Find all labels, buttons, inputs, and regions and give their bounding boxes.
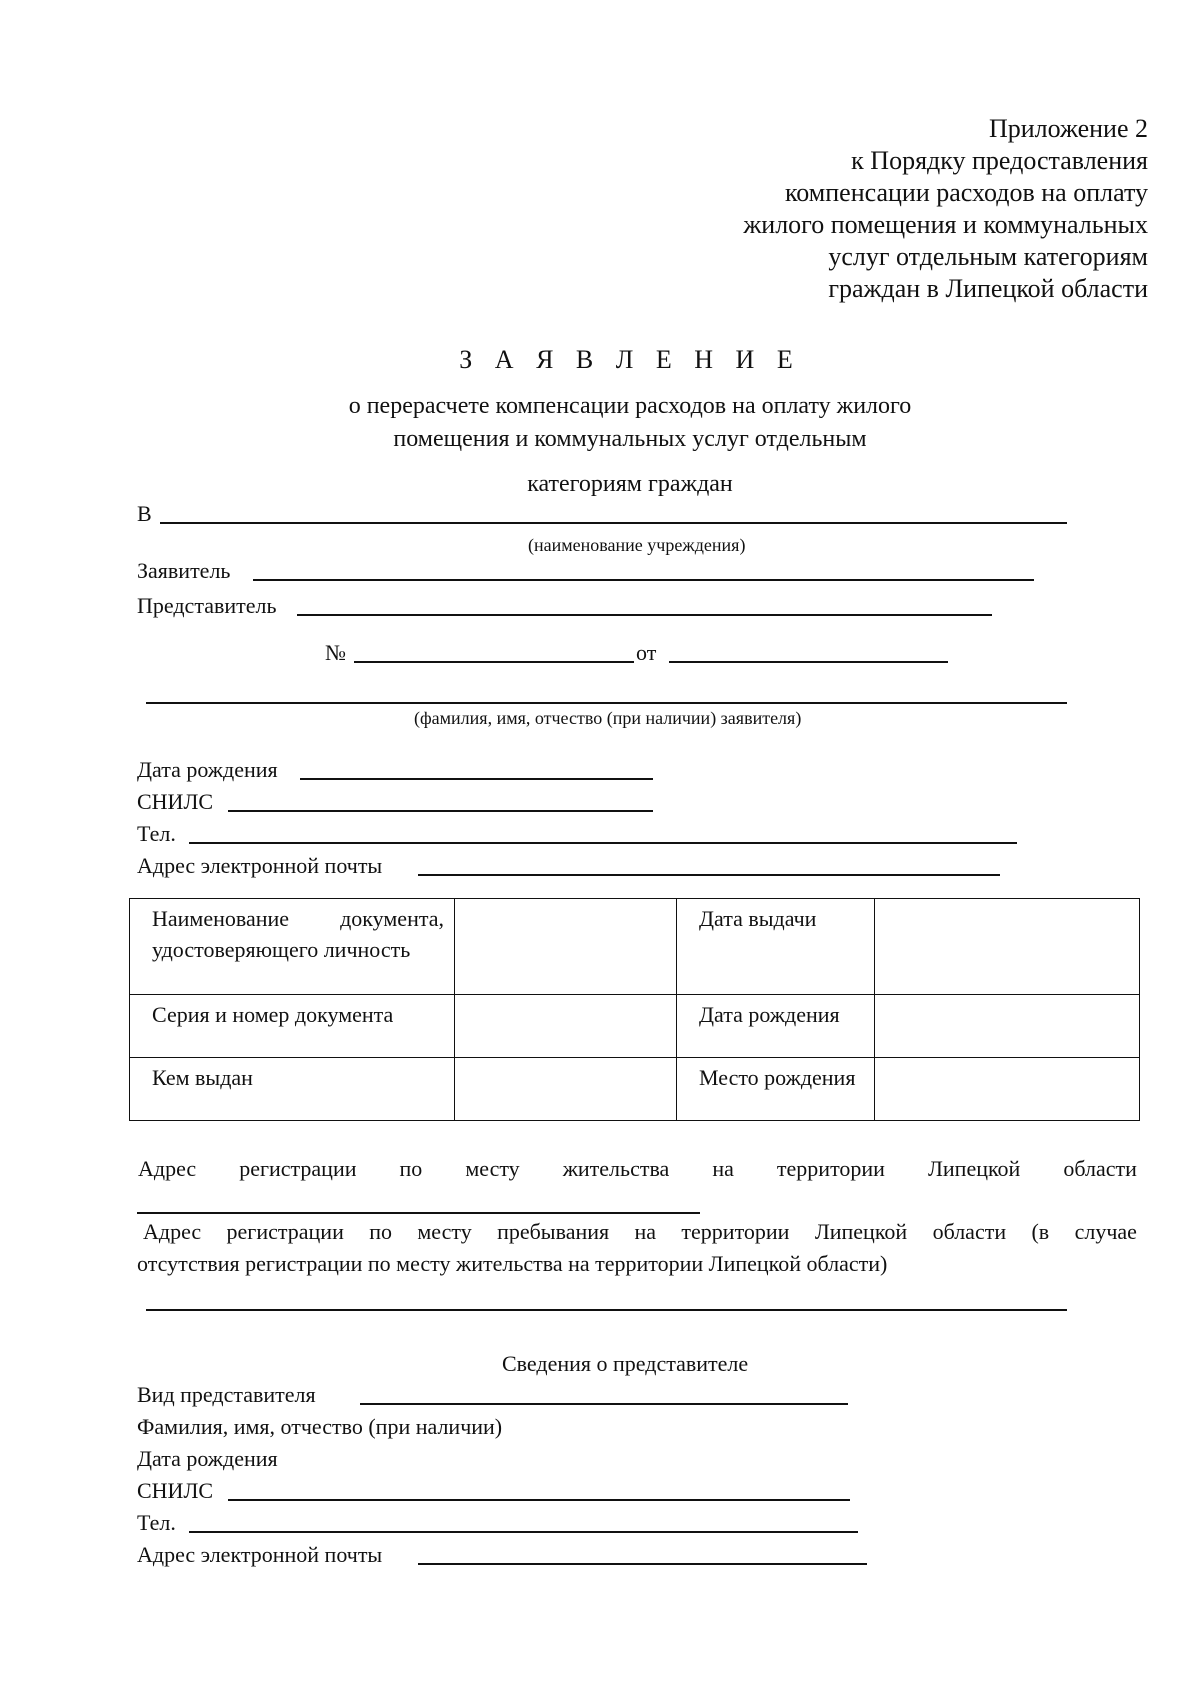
word: месту — [417, 1219, 472, 1244]
word: на — [634, 1219, 657, 1244]
document-title: З А Я В Л Е Н И Е — [459, 345, 801, 374]
representative-field[interactable] — [297, 614, 992, 616]
rep-type-label: Вид представителя — [137, 1382, 316, 1407]
table-row — [130, 1058, 1140, 1121]
stay-address-field[interactable] — [146, 1309, 1067, 1311]
fio-hint: (фамилия, имя, отчество (при наличии) заявителя) — [414, 708, 802, 728]
birth-date-field[interactable] — [300, 778, 653, 780]
appendix-line: к Порядку предоставления — [851, 146, 1148, 175]
appendix-line: компенсации расходов на оплату — [784, 178, 1148, 207]
word: по — [399, 1156, 423, 1181]
word: на — [712, 1156, 734, 1181]
issued-by-cell[interactable] — [455, 1058, 677, 1121]
word: территории — [681, 1219, 790, 1244]
rep-snils-field[interactable] — [228, 1499, 850, 1501]
rep-email-label: Адрес электронной почты — [137, 1542, 383, 1567]
registration-address-label — [138, 1155, 1137, 1183]
appendix-line: жилого помещения и коммунальных — [743, 210, 1148, 239]
registration-address-field[interactable] — [137, 1212, 700, 1214]
rep-phone-field[interactable] — [189, 1531, 858, 1533]
word: Адрес — [138, 1156, 197, 1181]
date-from-field[interactable] — [669, 661, 948, 663]
email-label: Адрес электронной почты — [137, 853, 383, 878]
word: Липецкой — [814, 1219, 908, 1244]
snils-label: СНИЛС — [137, 789, 214, 814]
number-field[interactable] — [354, 661, 634, 663]
word: территории — [776, 1156, 885, 1181]
table-row — [130, 899, 1140, 995]
identity-document-table — [129, 898, 1140, 1121]
stay-address-label-line-2: отсутствия регистрации по месту жительства на территории Липецкой области) — [137, 1251, 888, 1276]
rep-email-field[interactable] — [418, 1563, 867, 1565]
email-field[interactable] — [418, 874, 1000, 876]
document-subtitle-line-3: категориям граждан — [527, 471, 733, 497]
applicant-field[interactable] — [253, 579, 1034, 581]
appendix-line: граждан в Липецкой области — [828, 274, 1148, 303]
rep-fio-label: Фамилия, имя, отчество (при наличии) — [137, 1414, 503, 1439]
word: жительства — [562, 1156, 670, 1181]
word: Адрес — [143, 1219, 202, 1244]
table-label-cell: Кем выдан — [130, 1058, 455, 1121]
to-label: В — [137, 501, 152, 526]
rep-phone-label: Тел. — [137, 1510, 176, 1535]
appendix-line: Приложение 2 — [988, 114, 1148, 143]
rep-birth-date-label: Дата рождения — [137, 1446, 278, 1471]
representative-label: Представитель — [137, 593, 277, 618]
issue-date-cell[interactable] — [875, 899, 1140, 995]
document-name-cell[interactable] — [455, 899, 677, 995]
word: регистрации — [239, 1156, 357, 1181]
table-row — [130, 995, 1140, 1058]
phone-label: Тел. — [137, 821, 176, 846]
document-subtitle-line-1: о перерасчете компенсации расходов на оплату жилого — [348, 393, 912, 419]
stay-address-label — [143, 1218, 1137, 1246]
appendix-header — [628, 113, 1148, 305]
appendix-line: услуг отдельным категориям — [828, 242, 1148, 271]
table-label-cell: Дата выдачи — [677, 899, 875, 995]
to-hint: (наименование учреждения) — [528, 535, 746, 555]
word: области — [932, 1219, 1007, 1244]
rep-type-field[interactable] — [360, 1403, 848, 1405]
applicant-label: Заявитель — [137, 558, 231, 583]
word: по — [369, 1219, 392, 1244]
word: регистрации — [226, 1219, 344, 1244]
birth-place-cell[interactable] — [875, 1058, 1140, 1121]
snils-field[interactable] — [228, 810, 653, 812]
table-label-cell: Серия и номер документа — [130, 995, 455, 1058]
document-subtitle-line-2: помещения и коммунальных услуг отдельным — [393, 426, 867, 452]
representative-section-heading: Сведения о представителе — [502, 1351, 749, 1376]
word: месту — [465, 1156, 520, 1181]
phone-field[interactable] — [189, 842, 1017, 844]
word: случае — [1074, 1219, 1137, 1244]
table-label-cell: Наименование документа, удостоверяющего личность — [130, 899, 455, 995]
word: пребывания — [497, 1219, 610, 1244]
birth-date-cell[interactable] — [875, 995, 1140, 1058]
word: Липецкой — [927, 1156, 1021, 1181]
to-field[interactable] — [160, 522, 1067, 524]
table-label-cell: Дата рождения — [677, 995, 875, 1058]
rep-snils-label: СНИЛС — [137, 1478, 214, 1503]
applicant-fio-field[interactable] — [146, 702, 1067, 704]
word: (в — [1031, 1219, 1050, 1244]
birth-date-label: Дата рождения — [137, 757, 278, 782]
word: области — [1063, 1156, 1137, 1181]
date-from-label: от — [636, 640, 657, 665]
number-label: № — [325, 640, 346, 665]
series-number-cell[interactable] — [455, 995, 677, 1058]
table-label-cell: Место рождения — [677, 1058, 875, 1121]
